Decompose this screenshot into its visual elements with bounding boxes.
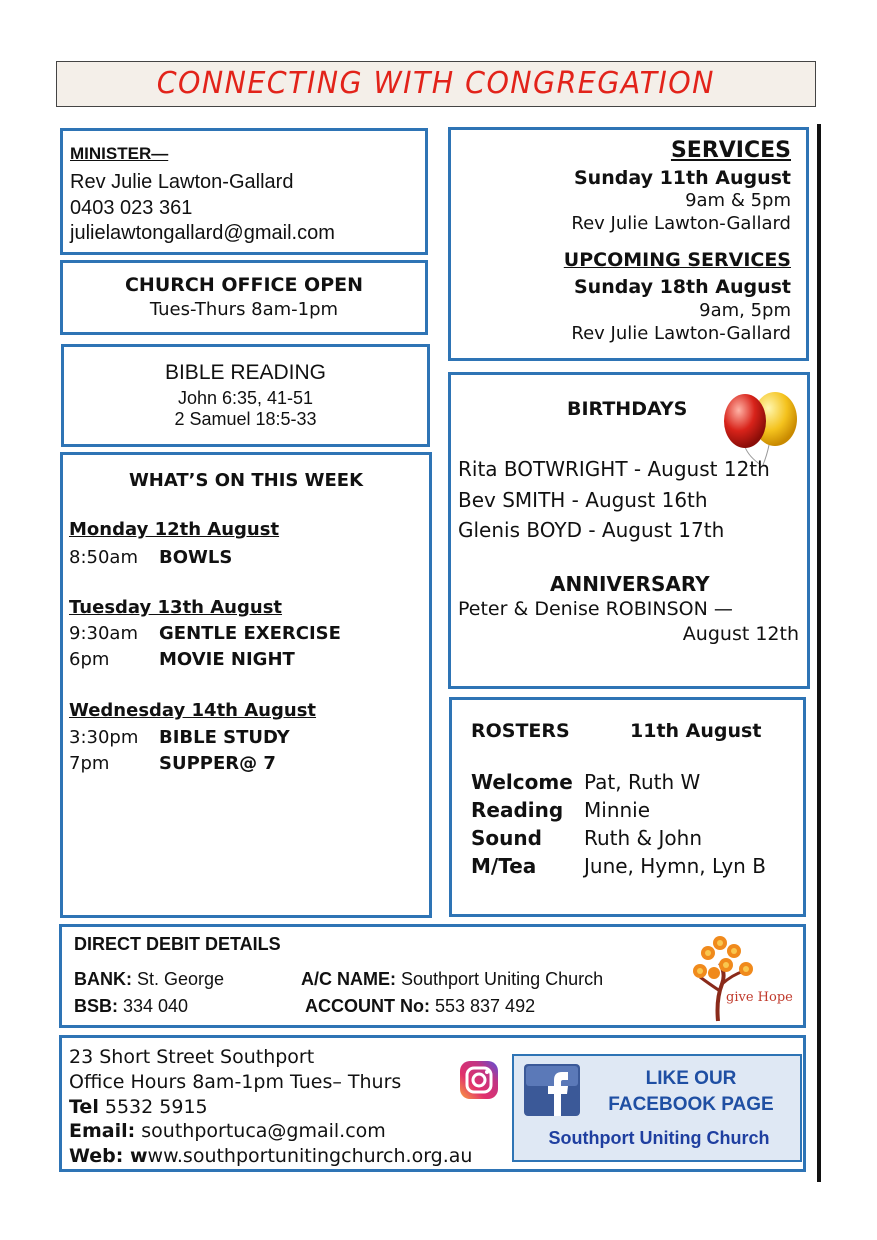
email-label: Email: [69, 1120, 136, 1142]
minister-heading: MINISTER— [70, 144, 169, 163]
upcoming-services-times: 9am, 5pm [699, 300, 791, 321]
upcoming-services-date: Sunday 18th August [574, 276, 791, 298]
birthdays-heading: BIRTHDAYS [567, 398, 688, 420]
upcoming-services-minister: Rev Julie Lawton-Gallard [571, 323, 791, 344]
roster-names: June, Hymn, Lyn B [584, 854, 766, 878]
page-title-bar [56, 61, 816, 107]
address: 23 Short Street Southport [69, 1046, 315, 1068]
bible-reading-line-1: John 6:35, 41-51 [177, 388, 314, 408]
upcoming-services-heading: UPCOMING SERVICES [563, 249, 791, 271]
account-name-label: A/C NAME: [301, 969, 396, 989]
anniversary-names: Peter & Denise ROBINSON — [458, 598, 733, 620]
page-title: CONNECTING WITH CONGREGATION [156, 66, 716, 101]
event-name: GENTLE EXERCISE [159, 623, 341, 644]
facebook-page-name[interactable]: Southport Uniting Church [548, 1128, 770, 1148]
birthday-item: Rita BOTWRIGHT - August 12th [458, 457, 770, 481]
services-date: Sunday 11th August [574, 167, 791, 189]
office-hours: Office Hours 8am-1pm Tues– Thurs [69, 1071, 402, 1093]
rosters-heading: ROSTERS [471, 720, 570, 742]
vertical-divider [817, 124, 821, 1182]
facebook-panel[interactable] [512, 1054, 802, 1162]
event-time: 8:50am [69, 547, 138, 568]
services-box [448, 127, 809, 361]
facebook-icon[interactable] [524, 1064, 580, 1116]
telephone-value[interactable]: 5532 5915 [98, 1096, 208, 1118]
web-label: Web: w [69, 1145, 148, 1167]
roster-role: M/Tea [471, 854, 537, 878]
bible-reading-line-2: 2 Samuel 18:5-33 [174, 409, 317, 429]
services-times: 9am & 5pm [685, 190, 791, 211]
direct-debit-box [59, 924, 806, 1028]
bsb-value: 334 040 [118, 996, 189, 1016]
event-name: BIBLE STUDY [159, 727, 290, 748]
whats-on-heading: WHAT’S ON THIS WEEK [128, 470, 364, 491]
anniversary-heading: ANNIVERSARY [550, 572, 710, 596]
event-time: 9:30am [69, 623, 138, 644]
church-office-heading: CHURCH OFFICE OPEN [124, 274, 364, 296]
account-name-line [301, 969, 603, 990]
give-hope-text: give Hope [726, 990, 793, 1005]
birthday-item: Bev SMITH - August 16th [458, 488, 708, 512]
roster-names: Pat, Ruth W [584, 770, 701, 794]
account-number-line [305, 996, 535, 1017]
facebook-like-line: LIKE OUR [645, 1068, 737, 1089]
bsb-label: BSB: [74, 996, 118, 1016]
day-heading: Wednesday 14th August [69, 700, 317, 721]
contact-box [59, 1035, 806, 1172]
web-line [69, 1145, 472, 1167]
event-name: MOVIE NIGHT [159, 649, 295, 670]
birthdays-box [448, 372, 810, 689]
roster-names: Ruth & John [584, 826, 702, 850]
rosters-date: 11th August [630, 720, 762, 742]
event-time: 3:30pm [69, 727, 139, 748]
church-office-box [60, 260, 428, 335]
minister-box [60, 128, 428, 255]
church-office-hours: Tues-Thurs 8am-1pm [149, 299, 339, 320]
minister-name: Rev Julie Lawton-Gallard [70, 171, 294, 193]
event-name: BOWLS [159, 547, 233, 568]
account-number-value: 553 837 492 [429, 996, 536, 1016]
direct-debit-heading: DIRECT DEBIT DETAILS [74, 934, 281, 954]
bank-value: St. George [132, 969, 225, 989]
instagram-icon[interactable] [459, 1060, 499, 1100]
telephone-line [69, 1096, 208, 1118]
anniversary-date: August 12th [682, 623, 799, 645]
account-name-value: Southport Uniting Church [396, 969, 604, 989]
day-heading: Tuesday 13th August [69, 597, 283, 618]
services-heading: SERVICES [670, 138, 791, 163]
bible-reading-box [61, 344, 430, 447]
day-heading: Monday 12th August [69, 519, 280, 540]
minister-phone: 0403 023 361 [70, 197, 193, 219]
event-time: 6pm [69, 649, 110, 670]
give-hope-logo [686, 929, 796, 1025]
event-time: 7pm [69, 753, 110, 774]
roster-names: Minnie [584, 798, 651, 822]
rosters-box [449, 697, 806, 917]
bible-reading-heading: BIBLE READING [164, 361, 327, 384]
services-minister: Rev Julie Lawton-Gallard [571, 213, 791, 234]
birthday-item: Glenis BOYD - August 17th [458, 518, 725, 542]
telephone-label: Tel [69, 1096, 99, 1118]
bank-label: BANK: [74, 969, 132, 989]
roster-role: Reading [471, 798, 564, 822]
email-value[interactable]: southportuca@gmail.com [135, 1120, 386, 1142]
bank-line [74, 969, 224, 990]
facebook-page-line: FACEBOOK PAGE [608, 1094, 774, 1115]
roster-role: Sound [471, 826, 542, 850]
roster-role: Welcome [471, 770, 573, 794]
web-value[interactable]: ww.southportunitingchurch.org.au [147, 1145, 473, 1167]
bsb-line [74, 996, 188, 1017]
whats-on-box [60, 452, 432, 918]
event-name: SUPPER@ 7 [159, 753, 276, 774]
email-line [69, 1120, 386, 1142]
account-number-label: ACCOUNT No: [305, 996, 430, 1016]
minister-email[interactable]: julielawtongallard@gmail.com [70, 222, 335, 244]
balloons-icon [717, 387, 803, 467]
